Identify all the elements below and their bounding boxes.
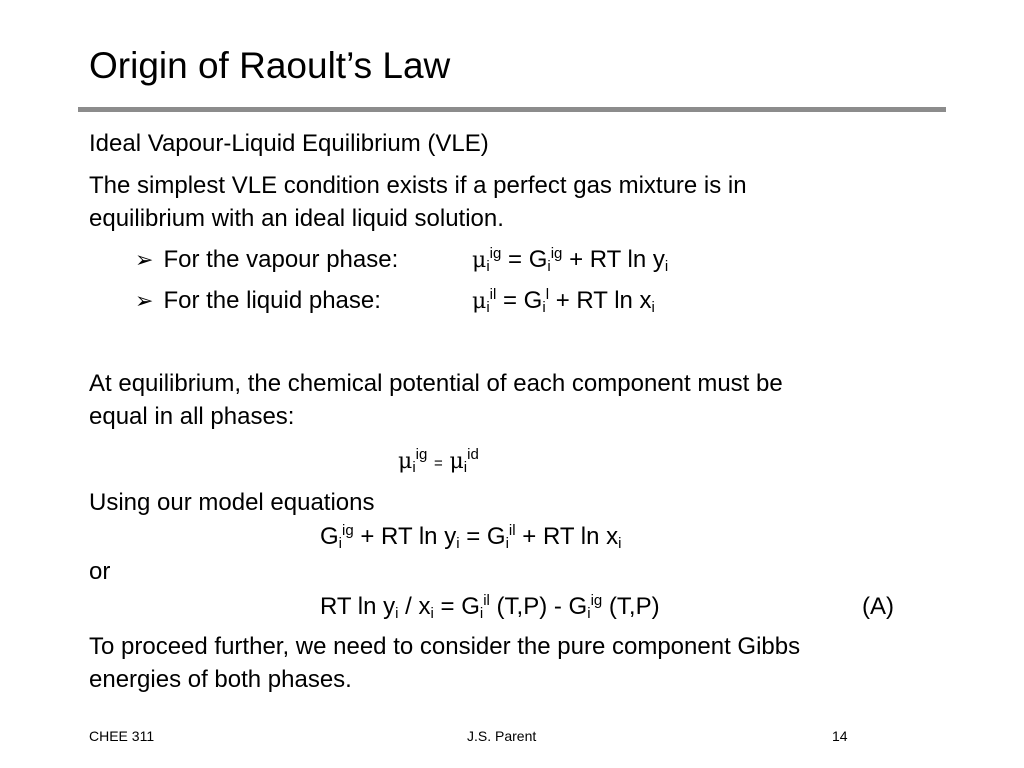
bullet-liquid: [135, 284, 381, 317]
model-equation: $G_i^{ig}$ + RT $\ln y_i = G_i^{il}$ + RT $\ln x_i$: [320, 522, 622, 552]
bullet-liquid-label: For the liquid phase:: [163, 287, 381, 314]
intro-line-2: equilibrium with an ideal liquid solution.: [89, 205, 504, 232]
closing-line-1: To proceed further, we need to consider the pure component Gibbs: [89, 633, 801, 660]
liquid-equation: $\mu_i^{il} = G_i^l$ + RT $\ln x_i$: [472, 286, 655, 316]
or-text: or: [89, 558, 111, 585]
heading-text: Ideal Vapour-Liquid Equilibrium (VLE): [89, 130, 489, 157]
raoult-equation: RT $\ln y_i / x_i = G_i^{il}$ $(T,P) - G_i^{ig}$ (T,P): [320, 592, 660, 622]
bullet-vapour: [135, 243, 398, 276]
closing-line-2: energies of both phases.: [89, 666, 352, 693]
arrow-bullet-icon: ➢: [135, 288, 154, 313]
footer-author: J.S. Parent: [467, 728, 537, 744]
title-divider: [78, 107, 946, 112]
equation-tag: (A): [862, 593, 894, 620]
model-text: Using our model equations: [89, 489, 375, 516]
bullet-vapour-label: For the vapour phase:: [163, 246, 399, 273]
para2-line-2: equal in all phases:: [89, 403, 295, 430]
footer-course: CHEE 311: [89, 728, 155, 744]
vapour-equation: $\mu_i^{ig} = G_i^{ig}$ + RT $\ln y_i$: [472, 245, 669, 275]
intro-line-1: The simplest VLE condition exists if a perfect gas mixture is in: [89, 172, 747, 199]
equilibrium-equation: $\mu_i^{ig} = \mu_i^{id}$: [398, 446, 479, 476]
arrow-bullet-icon: ➢: [135, 247, 154, 272]
para2-line-1: At equilibrium, the chemical potential of each component must be: [89, 370, 783, 397]
slide-title: Origin of Raoult’s Law: [89, 45, 451, 86]
footer-page-number: 14: [832, 728, 848, 744]
